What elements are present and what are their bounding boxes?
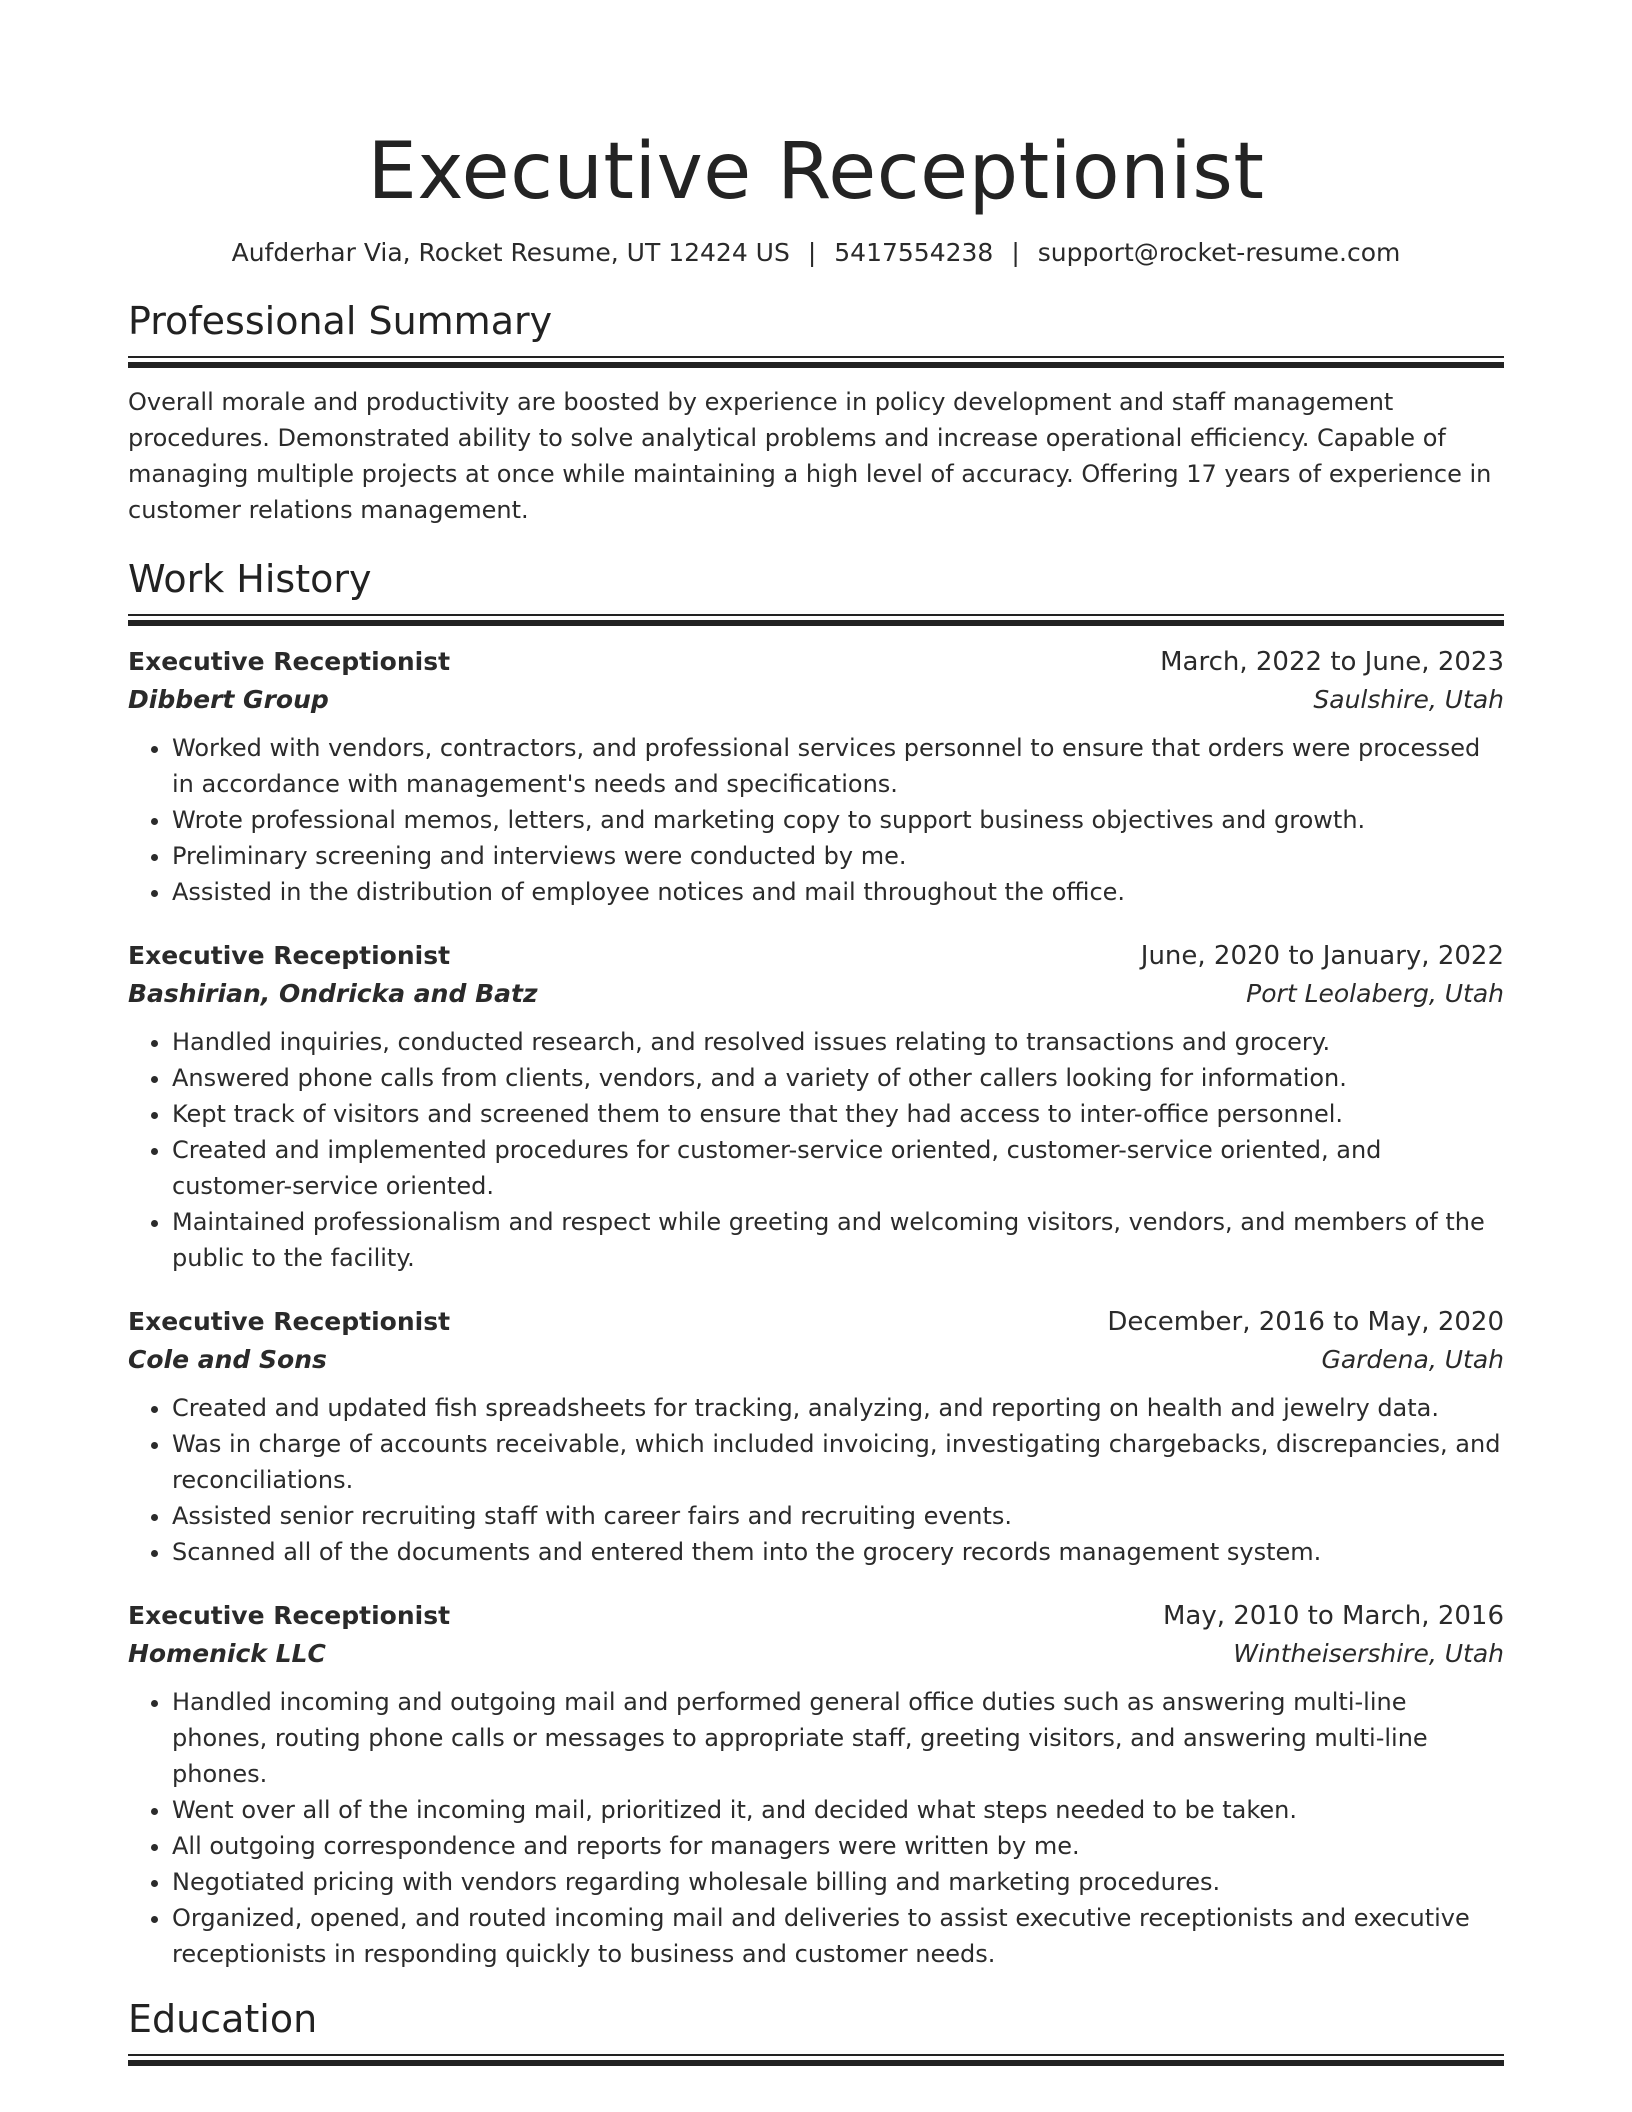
job-bullet: • Worked with vendors, contractors, and professional services personnel to ensure that orders were processed in accordance with management's needs and specifications. (172, 730, 1504, 802)
job-location: Gardena, Utah (1321, 1345, 1504, 1374)
job-bullet: • Kept track of visitors and screened them to ensure that they had access to inter-office personnel. (172, 1096, 1504, 1132)
job-dates: May, 2010 to March, 2016 (1162, 1601, 1504, 1631)
job-dates: December, 2016 to May, 2020 (1107, 1307, 1504, 1337)
summary-section (128, 298, 1504, 528)
job-entry (128, 1598, 1504, 1972)
divider-thin-line (128, 356, 1504, 358)
job-bullets (128, 730, 1504, 910)
section-divider (128, 2054, 1504, 2066)
job-entry (128, 1304, 1504, 1570)
contact-line (128, 236, 1504, 270)
divider-thin-line (128, 2054, 1504, 2056)
section-heading-summary: Professional Summary (128, 299, 553, 343)
work-history-section (128, 556, 1504, 1972)
job-bullets (128, 1684, 1504, 1972)
job-company-row (128, 974, 1504, 1014)
contact-phone: 5417554238 (834, 238, 994, 267)
job-bullet: • Created and implemented procedures for customer-service oriented, customer-service oriented, and customer-service oriented. (172, 1132, 1504, 1204)
job-bullet: • All outgoing correspondence and reports for managers were written by me. (172, 1828, 1504, 1864)
job-bullet: • Organized, opened, and routed incoming mail and deliveries to assist executive receptionists and executive receptionists in responding quickly to business and customer needs. (172, 1900, 1504, 1972)
job-entry (128, 644, 1504, 910)
job-title: Executive Receptionist (128, 647, 451, 676)
job-dates: March, 2022 to June, 2023 (1160, 647, 1504, 677)
job-location: Wintheisershire, Utah (1233, 1639, 1504, 1668)
job-company: Bashirian, Ondricka and Batz (128, 979, 538, 1008)
job-header-row (128, 644, 1504, 680)
job-bullet: • Created and updated fish spreadsheets for tracking, analyzing, and reporting on health and jewelry data. (172, 1390, 1504, 1426)
section-divider (128, 614, 1504, 626)
job-bullet: • Handled inquiries, conducted research, and resolved issues relating to transactions and grocery. (172, 1024, 1504, 1060)
job-bullets (128, 1024, 1504, 1276)
section-heading-work-history: Work History (128, 557, 372, 601)
divider-thick-line (128, 2060, 1504, 2066)
job-title: Executive Receptionist (128, 1307, 451, 1336)
job-company-row (128, 680, 1504, 720)
resume-title: Executive Receptionist (367, 127, 1265, 217)
job-header-row (128, 938, 1504, 974)
job-bullets (128, 1390, 1504, 1570)
job-bullet: • Was in charge of accounts receivable, which included invoicing, investigating chargebacks, discrepancies, and reconciliations. (172, 1426, 1504, 1498)
job-company: Homenick LLC (128, 1639, 326, 1668)
contact-separator: | (807, 238, 817, 267)
job-title: Executive Receptionist (128, 1601, 451, 1630)
job-bullet: • Handled incoming and outgoing mail and performed general office duties such as answering multi-line phones, routing phone calls or messages to appropriate staff, greeting visitors, and answering multi-line phones. (172, 1684, 1504, 1792)
job-bullet: • Preliminary screening and interviews were conducted by me. (172, 838, 1504, 874)
job-bullet: • Went over all of the incoming mail, prioritized it, and decided what steps needed to be taken. (172, 1792, 1504, 1828)
job-bullet: • Assisted in the distribution of employee notices and mail throughout the office. (172, 874, 1504, 910)
section-heading-education: Education (128, 1997, 318, 2041)
job-company-row (128, 1340, 1504, 1380)
resume-page (128, 0, 1504, 2066)
job-title: Executive Receptionist (128, 941, 451, 970)
job-bullet: • Assisted senior recruiting staff with career fairs and recruiting events. (172, 1498, 1504, 1534)
divider-thin-line (128, 614, 1504, 616)
contact-address: Aufderhar Via, Rocket Resume, UT 12424 US (231, 238, 790, 267)
job-location: Port Leolaberg, Utah (1246, 979, 1504, 1008)
job-bullet: • Maintained professionalism and respect while greeting and welcoming visitors, vendors, and members of the public to the facility. (172, 1204, 1504, 1276)
job-bullet: • Answered phone calls from clients, vendors, and a variety of other callers looking for information. (172, 1060, 1504, 1096)
job-entry (128, 938, 1504, 1276)
summary-text: Overall morale and productivity are boosted by experience in policy development and staff management procedures. Demonstrated ability to solve analytical problems and increase operational efficiency. Capable of managing multiple projects at once while maintaining a high level of accuracy. Offering 17 years of experience in customer relations management. (128, 388, 1492, 524)
job-company: Dibbert Group (128, 685, 329, 714)
job-location: Saulshire, Utah (1313, 685, 1504, 714)
contact-email: support@rocket-resume.com (1037, 238, 1401, 267)
divider-thick-line (128, 620, 1504, 626)
education-section (128, 1996, 1504, 2066)
job-bullet: • Negotiated pricing with vendors regarding wholesale billing and marketing procedures. (172, 1864, 1504, 1900)
divider-thick-line (128, 362, 1504, 368)
job-company: Cole and Sons (128, 1345, 327, 1374)
job-bullet: • Wrote professional memos, letters, and marketing copy to support business objectives and growth. (172, 802, 1504, 838)
section-divider (128, 356, 1504, 368)
job-company-row (128, 1634, 1504, 1674)
job-dates: June, 2020 to January, 2022 (1140, 941, 1504, 971)
job-header-row (128, 1598, 1504, 1634)
job-header-row (128, 1304, 1504, 1340)
job-bullet: • Scanned all of the documents and entered them into the grocery records management system. (172, 1534, 1504, 1570)
contact-separator: | (1011, 238, 1020, 267)
